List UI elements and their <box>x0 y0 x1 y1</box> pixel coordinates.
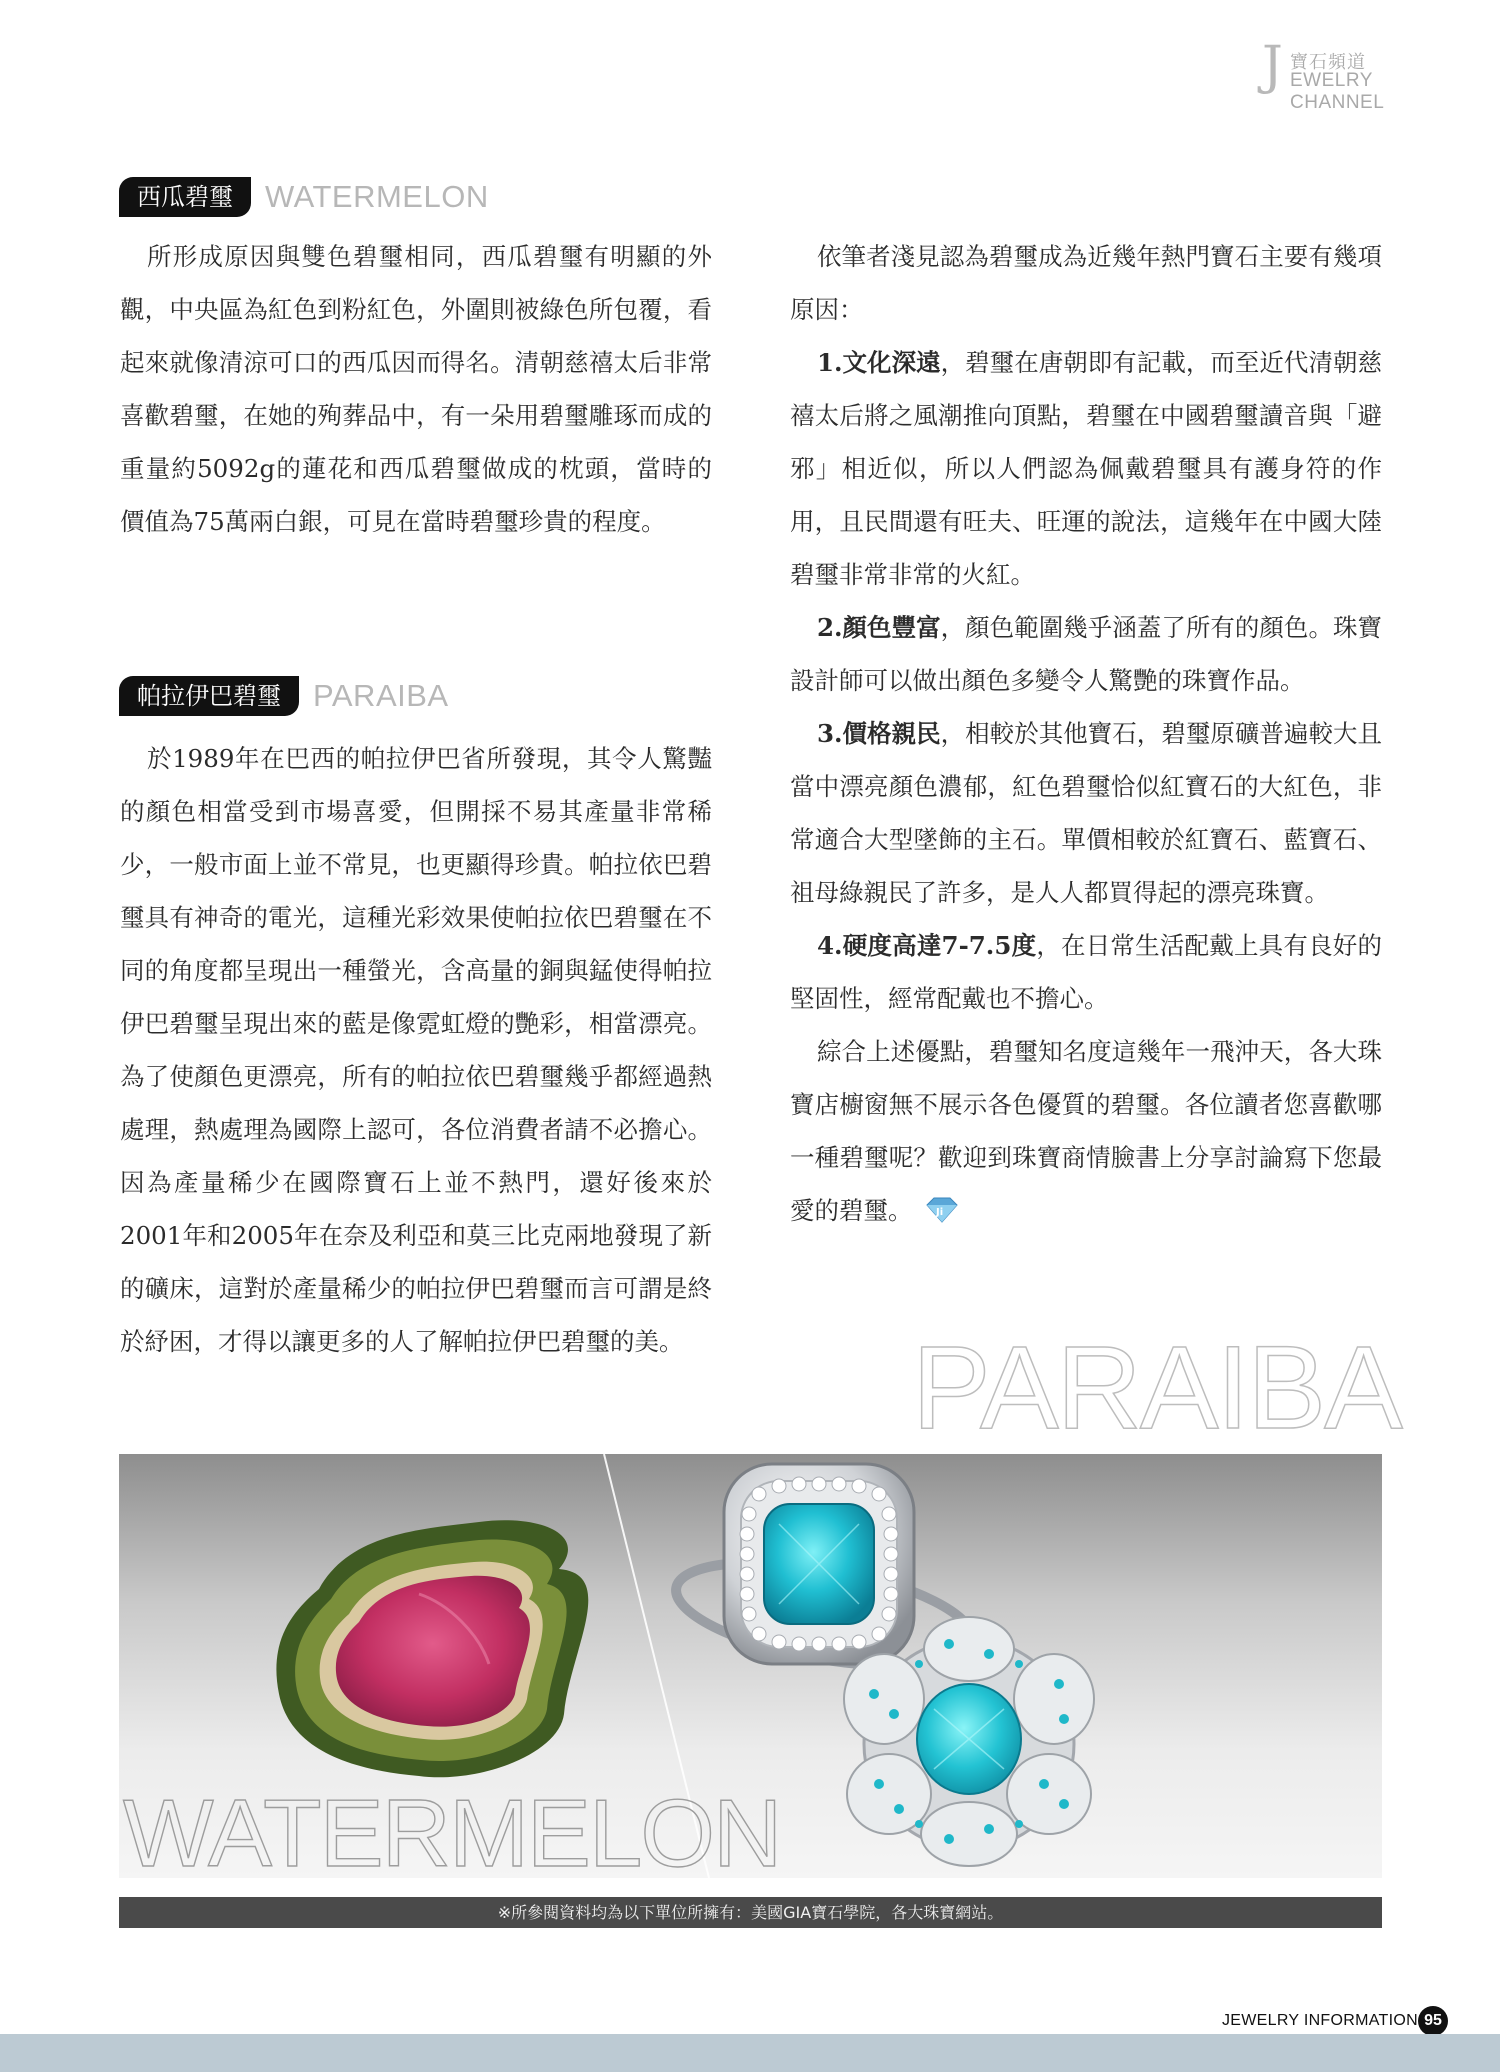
page-number: 95 <box>1418 2006 1448 2036</box>
paraiba-english-title: PARAIBA <box>313 678 449 713</box>
reason-item-1 <box>790 336 1382 601</box>
watermelon-tag: 西瓜碧璽 <box>119 177 251 217</box>
footer-magazine-label: JEWELRY INFORMATION <box>1222 2012 1418 2029</box>
reason-text-3: ，相較於其他寶石，碧璽原礦普遍較大且當中漂亮顏色濃郁，紅色碧璽恰似紅寶石的大紅色，非常適合大型墜飾的主石。單價相較於紅寶石、藍寶石、祖母綠親民了許多，是人人都買得起的漂亮珠寶。 <box>790 719 1382 907</box>
paraiba-flower-ring <box>844 1617 1094 1866</box>
logo-english-title: EWELRY CHANNEL <box>1290 70 1385 113</box>
source-caption: ※所參閱資料均為以下單位所擁有：美國GIA寶石學院，各大珠寶網站。 <box>119 1897 1382 1928</box>
diamond-end-letters: Ji <box>935 1207 943 1218</box>
logo-letter: J <box>1262 36 1283 96</box>
gem-photo-panel <box>119 1454 1382 1878</box>
conclusion <box>790 1025 1382 1237</box>
reason-text-4: ，在日常生活配戴上具有良好的堅固性，經常配戴也不擔心。 <box>790 931 1383 1013</box>
bottom-band <box>0 2034 1500 2072</box>
watermelon-tourmaline-slice <box>276 1520 588 1777</box>
watermelon-body <box>120 230 712 548</box>
reason-title-4: 4.硬度高達7-7.5度 <box>816 931 1037 960</box>
watermelon-paragraph: 所形成原因與雙色碧璽相同，西瓜碧璽有明顯的外觀，中央區為紅色到粉紅色，外圍則被綠色所包覆，看起來就像清涼可口的西瓜因而得名。清朝慈禧太后非常喜歡碧璽，在她的殉葬品中，有一朵用碧璽雕琢而成的重量約5092g的蓮花和西瓜碧璽做成的枕頭，當時的價值為75萬兩白銀，可見在當時碧璽珍貴的程度。 <box>120 242 712 536</box>
reason-title-2: 2.顏色豐富 <box>816 613 941 642</box>
reason-text-2: ，顏色範圍幾乎涵蓋了所有的顏色。珠寶設計師可以做出顏色多變令人驚艷的珠寶作品。 <box>790 613 1382 695</box>
reasons-body <box>790 230 1382 1237</box>
paraiba-heading <box>119 676 449 716</box>
reason-item-2 <box>790 601 1382 707</box>
reasons-intro: 依筆者淺見認為碧璽成為近幾年熱門寶石主要有幾項原因： <box>790 242 1382 324</box>
paraiba-big-title: PARAIBA <box>912 1322 1401 1454</box>
watermelon-heading <box>119 177 489 217</box>
conclusion-text: 綜合上述優點，碧璽知名度這幾年一飛沖天，各大珠寶店櫥窗無不展示各色優質的碧璽。各位讀者您喜歡哪一種碧璽呢？歡迎到珠寶商情臉書上分享討論寫下您最愛的碧璽。 <box>790 1037 1382 1225</box>
reason-text-1: ，碧璽在唐朝即有記載，而至近代清朝慈禧太后將之風潮推向頂點，碧璽在中國碧璽讀音與「避邪」相近似，所以人們認為佩戴碧璽具有護身符的作用，且民間還有旺夫、旺運的說法，這幾年在中國大陸碧璽非常非常的火紅。 <box>790 348 1382 589</box>
channel-logo <box>1262 36 1462 113</box>
paraiba-body <box>120 732 712 1368</box>
reason-item-4 <box>790 919 1382 1025</box>
reason-title-1: 1.文化深遠 <box>816 348 941 377</box>
watermelon-big-title: WATERMELON <box>123 1780 781 1878</box>
paraiba-paragraph: 於1989年在巴西的帕拉伊巴省所發現，其令人驚豔的顏色相當受到市場喜愛，但開採不易其產量非常稀少，一般市面上並不常見，也更顯得珍貴。帕拉依巴碧璽具有神奇的電光，這種光彩效果使帕拉依巴碧璽在不同的角度都呈現出一種螢光，含高量的銅與錳使得帕拉伊巴碧璽呈現出來的藍是像霓虹燈的艷彩，相當漂亮。為了使顏色更漂亮，所有的帕拉依巴碧璽幾乎都經過熱處理，熱處理為國際上認可，各位消費者請不必擔心。因為產量稀少在國際寶石上並不熱門，還好後來於2001年和2005年在奈及利亞和莫三比克兩地發現了新的礦床，這對於產量稀少的帕拉伊巴碧璽而言可謂是終於紓困，才得以讓更多的人了解帕拉伊巴碧璽的美。 <box>120 744 712 1356</box>
reason-item-3 <box>790 707 1382 919</box>
reason-title-3: 3.價格親民 <box>816 719 941 748</box>
diamond-end-icon <box>925 1197 959 1223</box>
watermelon-english-title: WATERMELON <box>265 179 489 214</box>
paraiba-tag: 帕拉伊巴碧璽 <box>119 676 299 716</box>
logo-chinese-title: 寶石頻道 <box>1290 52 1366 73</box>
